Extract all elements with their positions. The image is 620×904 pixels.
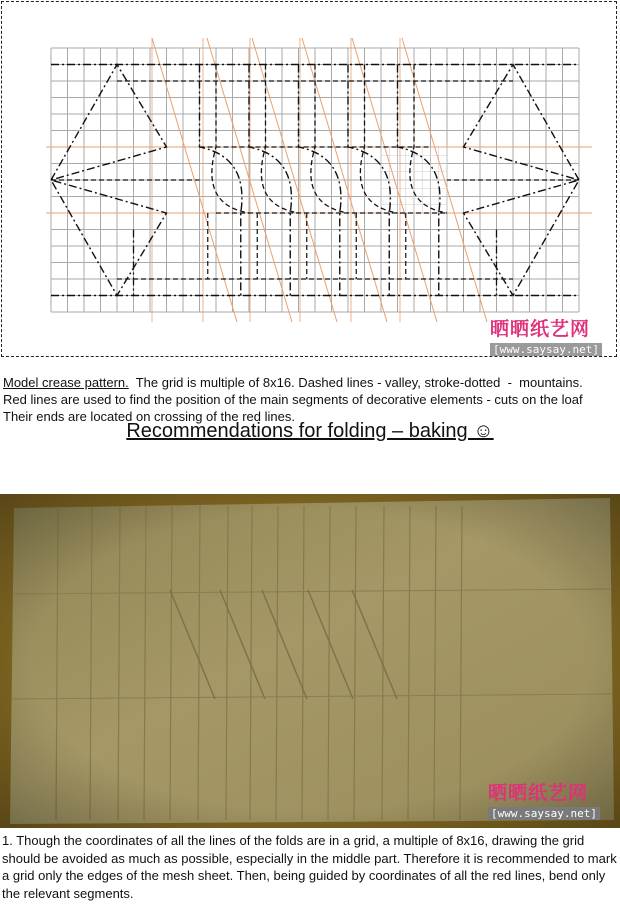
photo-watermark: [488, 778, 600, 820]
folded-paper-photo: [0, 494, 620, 828]
section-heading-text: Recommendations for folding – baking ☺: [126, 420, 494, 442]
caption-line-3: Their ends are located on crossing of the red lines.: [3, 409, 295, 424]
watermark-logo-text: 晒晒纸艺网: [490, 318, 591, 340]
caption-title: Model crease pattern.: [3, 375, 129, 390]
diagram-watermark: [490, 314, 602, 356]
crease-pattern-frame: [1, 1, 617, 357]
diagram-caption: [3, 374, 619, 425]
loaf-cut-crease: [212, 65, 249, 214]
recommendation-note: 1. Though the coordinates of all the lines of the folds are in a grid, a multiple of 8x16, drawing the grid should be avoided as much as possible, especially in the middle part. Therefore it is recommended to mark a grid only the edges of the mesh sheet. Then, being guided by coordinates of all the red lines, bend only the relevant segments.: [2, 833, 617, 901]
crease-pattern-diagram: [2, 2, 618, 358]
loaf-cut-crease: [410, 65, 447, 214]
watermark-url: [www.saysay.net]: [490, 343, 602, 356]
caption-text-1: The grid is multiple of 8x16. Dashed lines - valley, stroke-dotted - mountains.: [128, 375, 583, 390]
photo-watermark-logo-text: 晒晒纸艺网: [488, 782, 589, 804]
caption-line-1: [3, 374, 619, 391]
section-heading: [0, 420, 620, 443]
caption-line-2: Red lines are used to find the position of the main segments of decorative elements - cuts on the loaf: [3, 392, 583, 407]
loaf-cut-crease: [360, 65, 397, 214]
photo-watermark-url: [www.saysay.net]: [488, 807, 600, 820]
